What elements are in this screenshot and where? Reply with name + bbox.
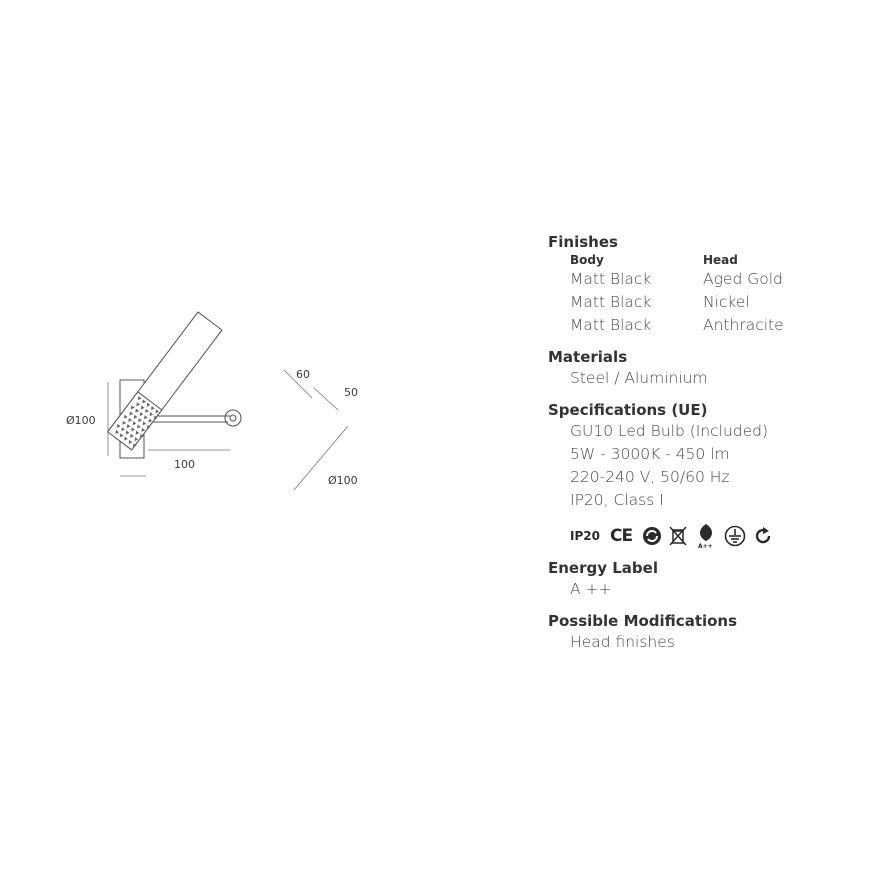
pivot-joint <box>225 410 241 426</box>
modifications-heading: Possible Modifications <box>548 612 738 630</box>
earth-ground-icon <box>724 525 746 547</box>
leaf-caption: A++ <box>698 543 713 549</box>
dim-label-head-depth: 50 <box>344 386 358 399</box>
dim-label-head-width: 60 <box>296 368 310 381</box>
spec-line: IP20, Class I <box>570 491 664 509</box>
certification-icons <box>548 524 868 548</box>
finish-head-value: Aged Gold <box>703 270 783 288</box>
modifications-value: Head finishes <box>570 633 675 651</box>
materials-value: Steel / Aluminium <box>570 369 708 387</box>
pivot-screw <box>230 415 236 421</box>
lamp-dimension-drawing <box>60 300 380 500</box>
dim-label-body-diameter: Ø100 <box>66 414 96 427</box>
rotate-icon <box>752 525 774 547</box>
dim-label-head-diameter: Ø100 <box>328 474 358 487</box>
specifications-heading: Specifications (UE) <box>548 401 708 419</box>
ce-mark-icon: CE <box>609 526 633 546</box>
finishes-body-label: Body <box>570 253 604 267</box>
finish-body-value: Matt Black <box>570 270 652 288</box>
finish-head-value: Anthracite <box>703 316 784 334</box>
finishes-heading: Finishes <box>548 233 618 251</box>
spec-line: 220-240 V, 50/60 Hz <box>570 468 730 486</box>
dim-label-arm: 100 <box>174 458 195 471</box>
modifications-section <box>548 611 868 654</box>
spec-sheet <box>548 232 868 664</box>
lamp-head <box>108 312 223 451</box>
materials-section <box>548 347 868 390</box>
spec-line: GU10 Led Bulb (Included) <box>570 422 769 440</box>
materials-heading: Materials <box>548 348 628 366</box>
finish-body-value: Matt Black <box>570 293 652 311</box>
finishes-head-label: Head <box>703 253 738 267</box>
weee-crossed-bin-icon <box>668 525 688 547</box>
dim-line-head-depth <box>314 388 338 410</box>
spec-line: 5W - 3000K - 450 lm <box>570 445 730 463</box>
recycle-green-dot-icon <box>642 526 662 546</box>
technical-drawing <box>60 300 380 500</box>
finish-head-value: Nickel <box>703 293 750 311</box>
energy-leaf-a-plus-plus-icon <box>694 523 718 549</box>
finishes-table <box>548 252 868 337</box>
energy-section <box>548 558 868 601</box>
energy-heading: Energy Label <box>548 559 658 577</box>
specifications-section <box>548 400 868 512</box>
ip-rating-label: IP20 <box>570 529 600 543</box>
energy-value: A ++ <box>570 580 612 598</box>
finish-body-value: Matt Black <box>570 316 652 334</box>
finishes-section <box>548 232 868 337</box>
